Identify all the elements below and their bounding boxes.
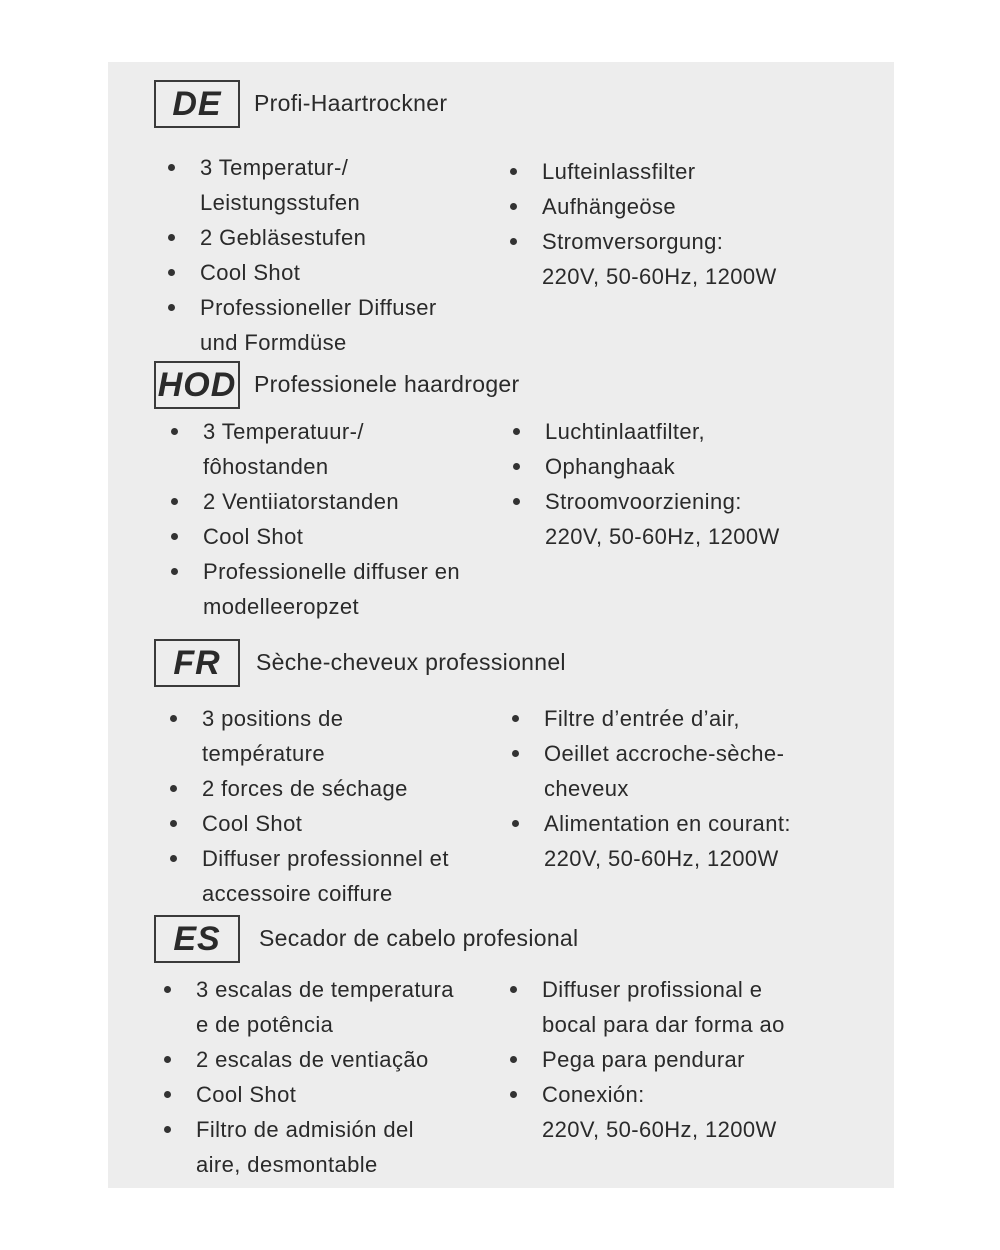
list-item bbox=[170, 771, 449, 806]
list-item bbox=[512, 736, 791, 806]
list-item bbox=[510, 154, 777, 189]
list-item-text: fôhostanden bbox=[203, 454, 329, 479]
list-item-text: 220V, 50-60Hz, 1200W bbox=[542, 1117, 777, 1142]
feature-list-right bbox=[513, 414, 780, 554]
list-item-text: 220V, 50-60Hz, 1200W bbox=[544, 846, 779, 871]
list-item-text: e de potência bbox=[196, 1012, 334, 1037]
bullet-icon bbox=[510, 986, 517, 993]
list-item-text: modelleeropzet bbox=[203, 594, 360, 619]
list-item bbox=[171, 554, 460, 624]
list-item-text: 220V, 50-60Hz, 1200W bbox=[542, 264, 777, 289]
list-item bbox=[171, 484, 460, 519]
feature-list-right bbox=[510, 154, 777, 294]
bullet-icon bbox=[164, 1091, 171, 1098]
section-title: Secador de cabelo profesional bbox=[259, 925, 579, 951]
bullet-icon bbox=[171, 568, 178, 575]
section-title: Profi-Haartrockner bbox=[254, 90, 448, 116]
list-item bbox=[170, 806, 449, 841]
list-item bbox=[512, 806, 791, 876]
list-item-text: und Formdüse bbox=[200, 330, 347, 355]
list-item-text: 2 forces de séchage bbox=[202, 776, 408, 801]
bullet-icon bbox=[164, 1126, 171, 1133]
list-item-text: Cool Shot bbox=[200, 260, 301, 285]
list-item-text: 3 Temperatuur-/ bbox=[203, 419, 364, 444]
list-item-text: Oeillet accroche-sèche- bbox=[544, 741, 785, 766]
feature-list-left bbox=[164, 972, 454, 1182]
list-item-text: Conexión: bbox=[542, 1082, 645, 1107]
bullet-icon bbox=[510, 1091, 517, 1098]
list-item-text: accessoire coiffure bbox=[202, 881, 393, 906]
list-item bbox=[164, 1112, 454, 1182]
list-item bbox=[510, 189, 777, 224]
bullet-icon bbox=[168, 234, 175, 241]
list-item-text: Diffuser profissional e bbox=[542, 977, 763, 1002]
list-item bbox=[168, 150, 437, 220]
bullet-icon bbox=[170, 715, 177, 722]
bullet-icon bbox=[513, 498, 520, 505]
list-item-text: Stromversorgung: bbox=[542, 229, 724, 254]
bullet-icon bbox=[170, 785, 177, 792]
list-item bbox=[170, 701, 449, 771]
list-item-text: température bbox=[202, 741, 326, 766]
list-item bbox=[171, 519, 460, 554]
feature-list-left bbox=[168, 150, 437, 360]
bullet-icon bbox=[512, 715, 519, 722]
list-item-text: Leistungsstufen bbox=[200, 190, 361, 215]
list-item-text: 3 positions de bbox=[202, 706, 344, 731]
list-item bbox=[170, 841, 449, 911]
list-item-text: 220V, 50-60Hz, 1200W bbox=[545, 524, 780, 549]
manual-page bbox=[108, 62, 894, 1188]
list-item bbox=[171, 414, 460, 484]
list-item bbox=[168, 220, 437, 255]
feature-list-left bbox=[170, 701, 449, 911]
list-item-text: Filtro de admisión del bbox=[196, 1117, 414, 1142]
feature-list-right bbox=[512, 701, 791, 876]
list-item-text: Ophanghaak bbox=[545, 454, 675, 479]
feature-list-right bbox=[510, 972, 785, 1147]
list-item bbox=[513, 484, 780, 554]
bullet-icon bbox=[512, 820, 519, 827]
language-code-box: DE bbox=[154, 80, 240, 128]
bullet-icon bbox=[510, 168, 517, 175]
list-item bbox=[513, 449, 780, 484]
list-item bbox=[512, 701, 791, 736]
list-item-text: Aufhängeöse bbox=[542, 194, 677, 219]
list-item-text: 3 escalas de temperatura bbox=[196, 977, 454, 1002]
bullet-icon bbox=[510, 203, 517, 210]
list-item-text: Stroomvoorziening: bbox=[545, 489, 742, 514]
bullet-icon bbox=[168, 164, 175, 171]
section-title: Sèche-cheveux professionnel bbox=[256, 649, 566, 675]
list-item bbox=[510, 972, 785, 1042]
language-code-box: ES bbox=[154, 915, 240, 963]
bullet-icon bbox=[513, 463, 520, 470]
list-item-text: 2 Gebläsestufen bbox=[200, 225, 367, 250]
list-item bbox=[510, 1042, 785, 1077]
bullet-icon bbox=[510, 1056, 517, 1063]
list-item-text: Pega para pendurar bbox=[542, 1047, 745, 1072]
bullet-icon bbox=[513, 428, 520, 435]
bullet-icon bbox=[170, 855, 177, 862]
language-code-box: FR bbox=[154, 639, 240, 687]
list-item-text: Cool Shot bbox=[202, 811, 303, 836]
list-item bbox=[510, 224, 777, 294]
list-item bbox=[168, 290, 437, 360]
list-item-text: Cool Shot bbox=[196, 1082, 297, 1107]
bullet-icon bbox=[168, 304, 175, 311]
section-title: Professionele haardroger bbox=[254, 371, 520, 397]
list-item bbox=[168, 255, 437, 290]
bullet-icon bbox=[510, 238, 517, 245]
list-item-text: cheveux bbox=[544, 776, 629, 801]
list-item-text: 2 escalas de ventiação bbox=[196, 1047, 429, 1072]
list-item-text: Luchtinlaatfilter, bbox=[545, 419, 706, 444]
list-item-text: bocal para dar forma ao bbox=[542, 1012, 785, 1037]
list-item-text: Diffuser professionnel et bbox=[202, 846, 449, 871]
list-item-text: 2 Ventiiatorstanden bbox=[203, 489, 399, 514]
list-item-text: Cool Shot bbox=[203, 524, 304, 549]
list-item-text: Alimentation en courant: bbox=[544, 811, 791, 836]
bullet-icon bbox=[168, 269, 175, 276]
list-item-text: Lufteinlassfilter bbox=[542, 159, 696, 184]
bullet-icon bbox=[164, 1056, 171, 1063]
list-item bbox=[164, 1077, 454, 1112]
list-item-text: Filtre d’entrée d’air, bbox=[544, 706, 740, 731]
list-item-text: Professioneller Diffuser bbox=[200, 295, 437, 320]
list-item bbox=[510, 1077, 785, 1147]
bullet-icon bbox=[170, 820, 177, 827]
list-item bbox=[164, 1042, 454, 1077]
list-item-text: Professionelle diffuser en bbox=[203, 559, 461, 584]
bullet-icon bbox=[512, 750, 519, 757]
list-item bbox=[513, 414, 780, 449]
bullet-icon bbox=[171, 428, 178, 435]
bullet-icon bbox=[171, 498, 178, 505]
list-item bbox=[164, 972, 454, 1042]
list-item-text: 3 Temperatur-/ bbox=[200, 155, 349, 180]
bullet-icon bbox=[171, 533, 178, 540]
language-code-box: HOD bbox=[154, 361, 240, 409]
feature-list-left bbox=[171, 414, 460, 624]
bullet-icon bbox=[164, 986, 171, 993]
list-item-text: aire, desmontable bbox=[196, 1152, 378, 1177]
